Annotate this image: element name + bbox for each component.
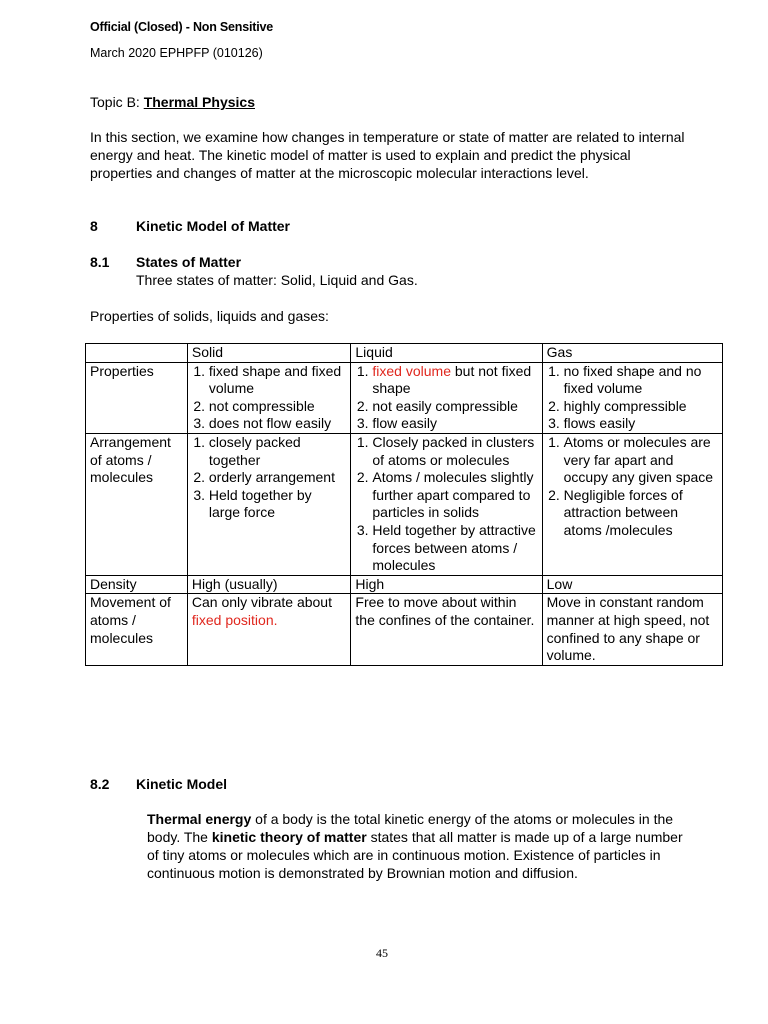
table-header-row: [86, 344, 723, 363]
topic-prefix: Topic B:: [90, 94, 144, 110]
kinetic-model-paragraph: [147, 810, 687, 882]
table-row-density: [86, 575, 723, 594]
document-reference: March 2020 EPHPFP (010126): [90, 46, 263, 60]
section-8-number: 8: [90, 218, 98, 234]
list-item: 3. does not flow easily: [209, 415, 347, 433]
list-item: 2. orderly arrangement: [209, 469, 347, 487]
topic-heading: [90, 94, 255, 110]
section-8-2-heading: [90, 776, 227, 792]
list-item: 1. fixed shape and fixed volume: [209, 363, 347, 398]
list-item: 1. no fixed shape and no fixed volume: [564, 363, 718, 398]
list-item: 1. Closely packed in clusters of atoms or molecules: [372, 434, 537, 469]
intro-paragraph: In this section, we examine how changes in temperature or state of matter are related to internal energy and heat. The kinetic model of matter is used to explain and predict the physical properties and changes of matter at the microscopic molecular interactions level.: [90, 129, 685, 181]
list-item: 1. closely packed together: [209, 434, 347, 469]
cell-density-solid: High (usually): [187, 575, 351, 594]
list-item: 2. Atoms / molecules slightly further apart compared to particles in solids: [372, 469, 537, 522]
section-8-1-title: States of Matter: [136, 254, 242, 270]
cell-movement-solid: [187, 594, 351, 665]
term-kinetic-theory: kinetic theory of matter: [211, 829, 367, 845]
cell-text: Can only vibrate about: [191, 594, 332, 611]
list-item: 2. not compressible: [209, 398, 347, 416]
cell-density-liquid: High: [351, 575, 542, 594]
header-cell-solid: Solid: [187, 344, 351, 363]
cell-movement-liquid: Free to move about within the confines of the container.: [351, 594, 542, 665]
list-item: 3. flow easily: [372, 415, 537, 433]
cell-properties-liquid: [351, 362, 542, 433]
cell-properties-gas: [542, 362, 722, 433]
cell-arrangement-solid: [187, 433, 351, 575]
term-thermal-energy: Thermal energy: [147, 811, 252, 827]
para-text-1: of a body is the total kinetic energy of the atoms or molecules in the body. The: [147, 811, 674, 845]
para-text-2: states that all matter is made up of a large number of tiny atoms or molecules which are in continuous motion. Existence of particles in continuous motion is demonstrated by Brownian motion and diffusion.: [147, 829, 683, 881]
classification-label: Official (Closed) - Non Sensitive: [90, 20, 274, 34]
table-row-arrangement: [86, 433, 723, 575]
section-8-2-number: 8.2: [90, 776, 110, 792]
list-item: 2. Negligible forces of attraction between atoms /molecules: [564, 487, 718, 540]
cell-arrangement-liquid: [351, 433, 542, 575]
list-item-text: but not fixed shape: [372, 362, 532, 397]
row-label-properties: Properties: [86, 362, 188, 433]
section-8-1-number: 8.1: [90, 254, 110, 270]
header-cell-liquid: Liquid: [351, 344, 542, 363]
cell-properties-solid: [187, 362, 351, 433]
section-8-1-heading: [90, 254, 241, 270]
row-label-arrangement: Arrangement of atoms / molecules: [86, 433, 188, 575]
highlight-text: fixed volume: [372, 362, 451, 379]
table-row-movement: [86, 594, 723, 665]
list-item: 3. flows easily: [564, 415, 718, 433]
section-8-heading: [90, 218, 290, 234]
list-item: 1. Atoms or molecules are very far apart and occupy any given space: [564, 434, 718, 487]
row-label-density: Density: [86, 575, 188, 594]
list-item: 2. highly compressible: [564, 398, 718, 416]
states-of-matter-table: [85, 343, 723, 666]
topic-title: Thermal Physics: [143, 94, 255, 110]
page-number: 45: [376, 946, 388, 960]
states-line: Three states of matter: Solid, Liquid and Gas.: [136, 272, 418, 288]
header-cell-gas: Gas: [542, 344, 722, 363]
cell-density-gas: Low: [542, 575, 722, 594]
table-row-properties: [86, 362, 723, 433]
highlight-text: fixed position.: [191, 611, 278, 628]
list-item: 3. Held together by attractive forces between atoms / molecules: [372, 522, 537, 575]
cell-movement-gas: Move in constant random manner at high speed, not confined to any shape or volume.: [542, 594, 722, 665]
section-8-title: Kinetic Model of Matter: [136, 218, 291, 234]
list-item: 3. Held together by large force: [209, 487, 347, 522]
properties-intro: Properties of solids, liquids and gases:: [90, 308, 329, 324]
section-8-2-title: Kinetic Model: [136, 776, 228, 792]
list-item: 2. not easily compressible: [372, 398, 537, 416]
row-label-movement: Movement of atoms / molecules: [86, 594, 188, 665]
cell-arrangement-gas: [542, 433, 722, 575]
list-item: [372, 363, 537, 398]
header-cell-empty: [86, 344, 188, 363]
